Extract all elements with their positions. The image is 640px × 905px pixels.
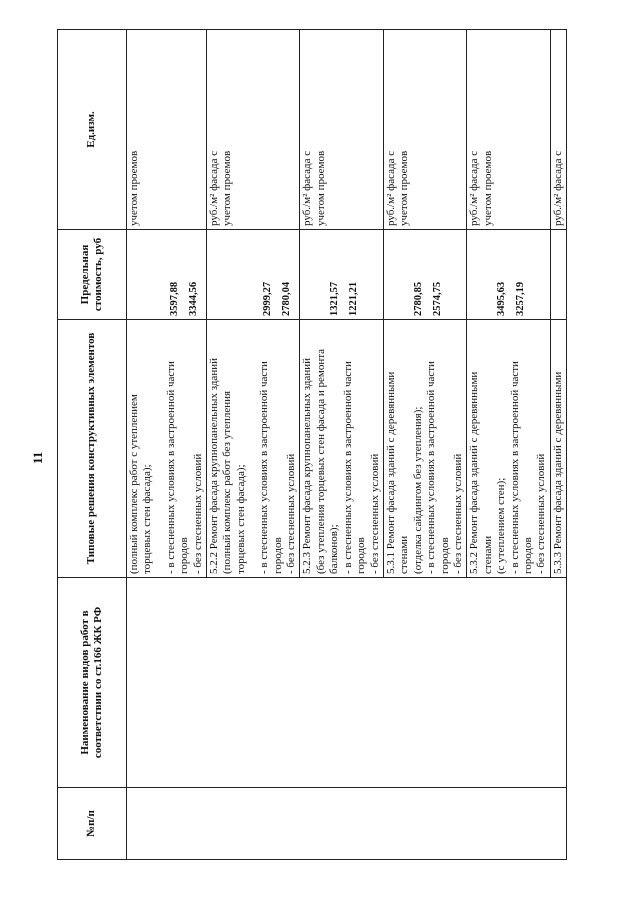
unit-cell [383,30,466,230]
solution-line: 5.3.2 Ремонт фасада зданий с деревянными [468,371,481,574]
solution-cell [467,320,550,578]
unit-line: учетом проемов [314,150,327,226]
cost-cell [127,230,207,320]
cost-value: 1321,57 [329,281,341,316]
header-solutions: Типовые решения конструктивных элементов [58,320,127,578]
header-work-type: Наименование видов работ в соответствии со ст.166 ЖК РФ [58,578,127,788]
price-table [57,29,567,860]
unit-line: учетом проемов [221,150,234,226]
unit-line: руб./м² фасада с [551,150,564,226]
solution-line: 5.3.3 Ремонт фасада зданий с деревянными [551,371,564,574]
unit-line: руб./м² фасада с [468,150,481,226]
work-type-cell [127,578,567,788]
solution-line: (отделка сайдингом без утепления); [411,406,424,574]
solution-line: (полный комплекс работ с утеплением [128,394,140,574]
solution-line: стенами [398,535,411,574]
cost-value: 2780,85 [412,281,424,316]
solution-line: торцевых стен фасада); [141,464,154,574]
solution-cell [383,320,466,578]
condition-line: - в стесненных условиях в застроенной части [508,361,521,574]
unit-cell [467,30,550,230]
unit-line: руб./м² фасада с [208,150,221,226]
condition-line: - без стесненных условий [191,453,204,574]
unit-line: учетом проемов [128,150,140,226]
cost-value: 3495,63 [496,281,508,316]
condition-line: - без стесненных условий [368,453,381,574]
condition-line: - без стесненных условий [535,453,548,574]
table-header-row [58,30,127,860]
condition-line: городов [438,537,451,574]
cost-value: 3257,19 [515,281,527,316]
solution-cell [300,320,383,578]
solution-line: 5.3.1 Ремонт фасада зданий с деревянными [384,371,397,574]
solution-line: балконов); [328,524,341,574]
condition-line: городов [355,537,368,574]
solution-cell [207,320,300,578]
condition-line: - без стесненных условий [451,453,464,574]
condition-line: - в стесненных условиях в застроенной части [341,361,354,574]
cost-cell [383,230,466,320]
header-max-cost: Предельная стоимость, руб [58,230,127,320]
unit-line: руб./м² фасада с [384,150,397,226]
condition-line: городов [521,537,534,574]
condition-line: - без стесненных условий [285,453,298,574]
num-cell [127,788,567,860]
solution-line: 5.2.3 Ремонт фасада крупнопанельных зданий [301,358,314,574]
solution-cell [127,320,207,578]
cost-value: 1221,21 [348,281,360,316]
cost-value: 3597,88 [169,281,180,316]
cost-cell [300,230,383,320]
condition-line: городов [178,537,191,574]
condition-line: - в стесненных условиях в застроенной части [425,361,438,574]
condition-line: - в стесненных условиях в застроенной части [258,361,271,574]
table-row [127,30,207,860]
condition-line: - в стесненных условиях в застроенной части [164,361,177,574]
solution-line: (без утепления торцевых стен фасада и ремонта [314,348,327,574]
page-number: 11 [30,451,45,464]
cost-value: 3344,56 [187,281,199,316]
cost-value: 2574,75 [431,281,443,316]
condition-line: городов [271,537,284,574]
solution-cell [550,320,566,578]
cost-value: 2780,04 [280,281,292,316]
solution-line: (полный комплекс работ без утепления [221,390,234,574]
unit-cell [127,30,207,230]
cost-value: 2999,27 [262,281,274,316]
solution-line: стенами [481,535,494,574]
header-num: №п/п [58,788,127,860]
solution-line: торцевых стен фасада); [234,464,247,574]
unit-cell [207,30,300,230]
cost-cell [550,230,566,320]
cost-cell [467,230,550,320]
cost-cell [207,230,300,320]
solution-line: 5.2.2 Ремонт фасада крупнопанельных зданий [208,358,221,574]
header-unit: Ед.изм. [58,30,127,230]
unit-cell [550,30,566,230]
unit-line: руб./м² фасада с [301,150,314,226]
unit-cell [300,30,383,230]
unit-line: учетом проемов [398,150,411,226]
solution-line: (с утеплением стен); [495,477,508,574]
unit-line: учетом проемов [481,150,494,226]
